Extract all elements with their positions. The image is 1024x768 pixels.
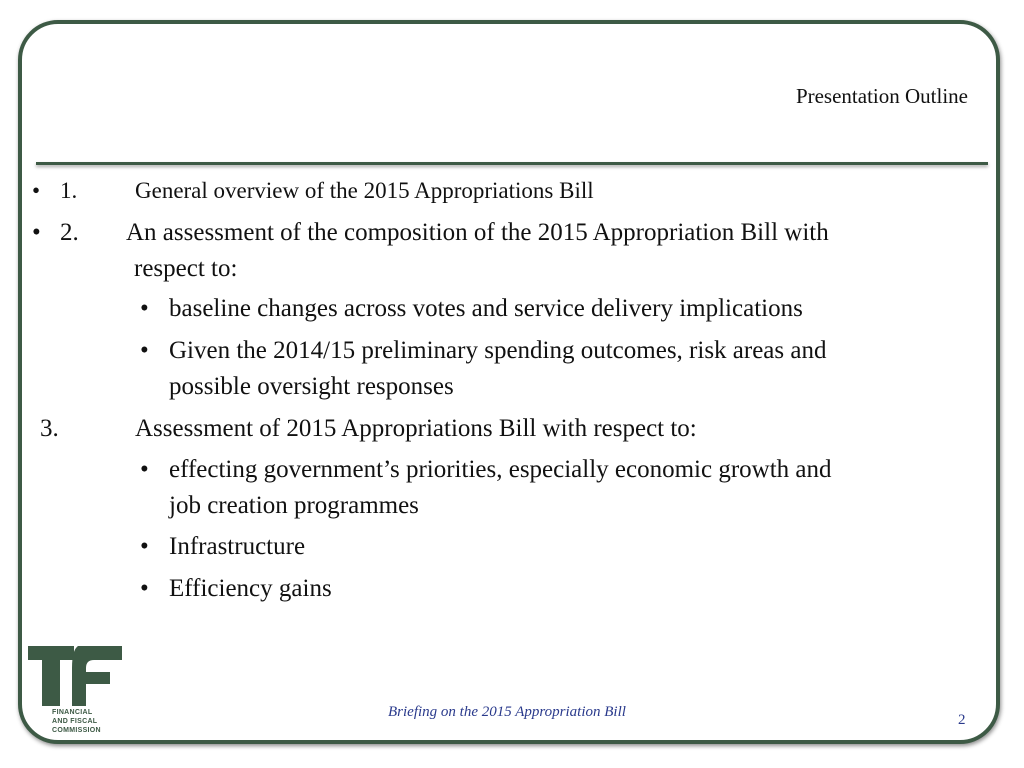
bullet: • <box>32 178 41 203</box>
subitem <box>140 574 332 604</box>
bullet: • <box>140 456 149 483</box>
subitem-text: effecting government’s priorities, especially economic growth and <box>169 456 832 483</box>
footer-text: Briefing on the 2015 Appropriation Bill <box>388 704 626 720</box>
page-number: 2 <box>958 712 966 728</box>
title-divider <box>36 162 988 165</box>
logo-caption: FINANCIAL AND FISCAL COMMISSION <box>52 709 101 734</box>
bullet: • <box>32 219 41 246</box>
subitem-text: Infrastructure <box>169 533 306 560</box>
outline-item-1 <box>32 176 594 206</box>
bullet: • <box>140 295 149 322</box>
slide-title: Presentation Outline <box>795 84 968 108</box>
bullet: • <box>140 337 149 364</box>
slide-frame <box>18 20 1000 744</box>
subitem <box>140 294 803 324</box>
subitem-text: Efficiency gains <box>169 575 332 602</box>
subitem-text: baseline changes across votes and service delivery implications <box>169 295 803 322</box>
bullet: • <box>140 533 149 560</box>
subitem-continuation: job creation programmes <box>169 492 419 519</box>
subitem <box>140 455 832 485</box>
subitem <box>140 532 306 562</box>
item-number: 1. <box>60 178 78 203</box>
outline-item-2 <box>32 218 829 248</box>
item-text: An assessment of the composition of the 2015 Appropriation Bill with <box>126 219 829 246</box>
item-number: 2. <box>60 219 79 246</box>
item-text: Assessment of 2015 Appropriations Bill with respect to: <box>135 415 697 442</box>
bullet: • <box>140 575 149 602</box>
item-number: 3. <box>40 415 59 442</box>
outline-item-2-continuation: respect to: <box>134 255 238 282</box>
item-text: General overview of the 2015 Appropriations Bill <box>135 178 594 203</box>
subitem-continuation: possible oversight responses <box>169 373 454 400</box>
outline-item-3 <box>40 414 697 444</box>
subitem-text: Given the 2014/15 preliminary spending outcomes, risk areas and <box>169 337 827 364</box>
subitem <box>140 336 827 366</box>
